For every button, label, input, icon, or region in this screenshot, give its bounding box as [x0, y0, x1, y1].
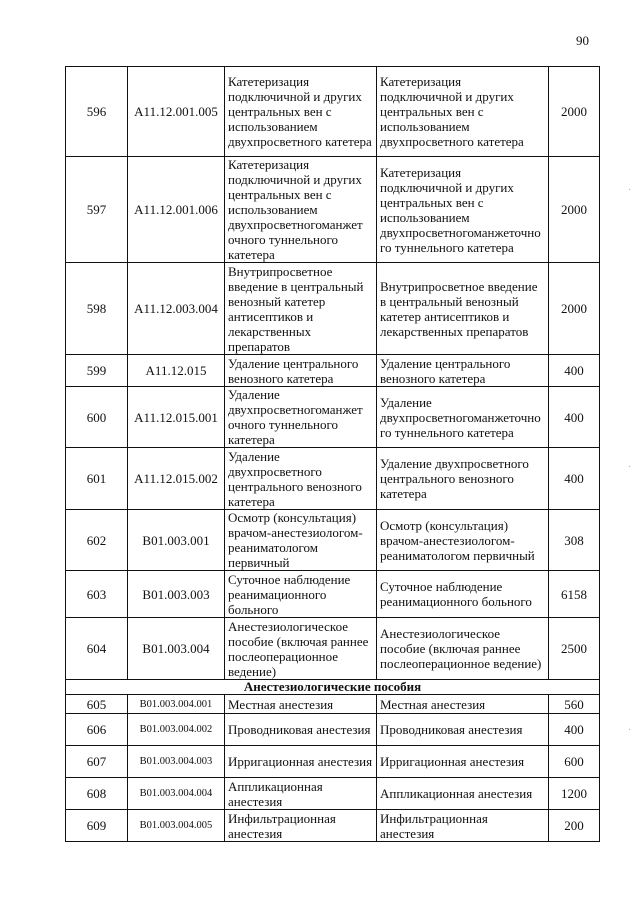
row-number: 596 [66, 67, 128, 157]
service-price: 400 [549, 355, 600, 387]
service-name: Анестезиологическое пособие (включая раннее послеоперационное ведение) [225, 618, 377, 680]
table-row [66, 510, 600, 571]
service-description: Аппликационная анестезия [377, 778, 549, 810]
service-price: 560 [549, 695, 600, 714]
row-number: 603 [66, 571, 128, 618]
service-description: Инфильтрационная анестезия [377, 810, 549, 842]
service-code: B01.003.004.003 [128, 746, 225, 778]
row-number: 600 [66, 387, 128, 448]
service-price: 1200 [549, 778, 600, 810]
table-row [66, 448, 600, 510]
service-code: B01.003.004.004 [128, 778, 225, 810]
service-code: B01.003.001 [128, 510, 225, 571]
price-table [65, 66, 600, 842]
table-row [66, 571, 600, 618]
table-row [66, 67, 600, 157]
service-code: B01.003.004.005 [128, 810, 225, 842]
service-price: 6158 [549, 571, 600, 618]
service-code: A11.12.015.002 [128, 448, 225, 510]
service-price: 400 [549, 448, 600, 510]
service-price: 400 [549, 714, 600, 746]
table-row [66, 714, 600, 746]
table-row [66, 618, 600, 680]
table-row [66, 778, 600, 810]
service-name: Суточное наблюдение реанимационного больного [225, 571, 377, 618]
service-code: A11.12.015.001 [128, 387, 225, 448]
service-code: B01.003.003 [128, 571, 225, 618]
section-header: Анестезиологические пособия [66, 680, 600, 695]
row-number: 598 [66, 263, 128, 355]
service-code: A11.12.001.005 [128, 67, 225, 157]
service-code: B01.003.004 [128, 618, 225, 680]
table-row [66, 157, 600, 263]
table-row [66, 263, 600, 355]
row-number: 604 [66, 618, 128, 680]
service-price: 600 [549, 746, 600, 778]
table-row [66, 355, 600, 387]
service-name: Катетеризация подключичной и других центральных вен с использованием двухпросветного катетера [225, 67, 377, 157]
service-description: Удаление центрального венозного катетера [377, 355, 549, 387]
service-name: Аппликационная анестезия [225, 778, 377, 810]
row-number: 606 [66, 714, 128, 746]
row-number: 605 [66, 695, 128, 714]
service-name: Осмотр (консультация) врачом-анестезиологом-реаниматологом первичный [225, 510, 377, 571]
page-number: 90 [576, 33, 589, 48]
service-name: Ирригационная анестезия [225, 746, 377, 778]
service-description: Удаление двухпросветного центрального венозного катетера [377, 448, 549, 510]
table-row [66, 746, 600, 778]
service-description: Суточное наблюдение реанимационного больного [377, 571, 549, 618]
service-description: Проводниковая анестезия [377, 714, 549, 746]
table-row [66, 810, 600, 842]
service-description: Ирригационная анестезия [377, 746, 549, 778]
table-row [66, 387, 600, 448]
service-code: B01.003.004.002 [128, 714, 225, 746]
service-description: Катетеризация подключичной и других центральных вен с использованием двухпросветногоманжеточно го туннельного катетера [377, 157, 549, 263]
service-price: 2000 [549, 157, 600, 263]
service-description: Внутрипросветное введение в центральный венозный катетер антисептиков и лекарственных препаратов [377, 263, 549, 355]
service-name: Проводниковая анестезия [225, 714, 377, 746]
row-number: 601 [66, 448, 128, 510]
service-code: A11.12.001.006 [128, 157, 225, 263]
scan-speck: · [628, 185, 632, 196]
service-code: A11.12.003.004 [128, 263, 225, 355]
row-number: 608 [66, 778, 128, 810]
row-number: 602 [66, 510, 128, 571]
service-price: 2000 [549, 67, 600, 157]
row-number: 607 [66, 746, 128, 778]
service-name: Внутрипросветное введение в центральный венозный катетер антисептиков и лекарственных препаратов [225, 263, 377, 355]
service-price: 400 [549, 387, 600, 448]
service-name: Удаление двухпросветного центрального венозного катетера [225, 448, 377, 510]
service-description: Анестезиологическое пособие (включая раннее послеоперационное ведение) [377, 618, 549, 680]
table-row [66, 695, 600, 714]
row-number: 609 [66, 810, 128, 842]
service-price: 2500 [549, 618, 600, 680]
service-code: B01.003.004.001 [128, 695, 225, 714]
service-name: Удаление двухпросветногоманжет очного туннельного катетера [225, 387, 377, 448]
row-number: 599 [66, 355, 128, 387]
service-description: Катетеризация подключичной и других центральных вен с использованием двухпросветного катетера [377, 67, 549, 157]
row-number: 597 [66, 157, 128, 263]
service-name: Местная анестезия [225, 695, 377, 714]
service-description: Осмотр (консультация) врачом-анестезиологом-реаниматологом первичный [377, 510, 549, 571]
service-name: Катетеризация подключичной и других центральных вен с использованием двухпросветногоманжет очного туннельного катетера [225, 157, 377, 263]
service-name: Инфильтрационная анестезия [225, 810, 377, 842]
service-price: 200 [549, 810, 600, 842]
scan-speck: · [628, 462, 632, 473]
service-description: Местная анестезия [377, 695, 549, 714]
service-name: Удаление центрального венозного катетера [225, 355, 377, 387]
service-description: Удаление двухпросветногоманжеточно го туннельного катетера [377, 387, 549, 448]
scan-speck: · [628, 725, 632, 736]
service-price: 308 [549, 510, 600, 571]
table-body-top [66, 67, 600, 842]
section-header-row [66, 680, 600, 695]
service-price: 2000 [549, 263, 600, 355]
service-code: A11.12.015 [128, 355, 225, 387]
